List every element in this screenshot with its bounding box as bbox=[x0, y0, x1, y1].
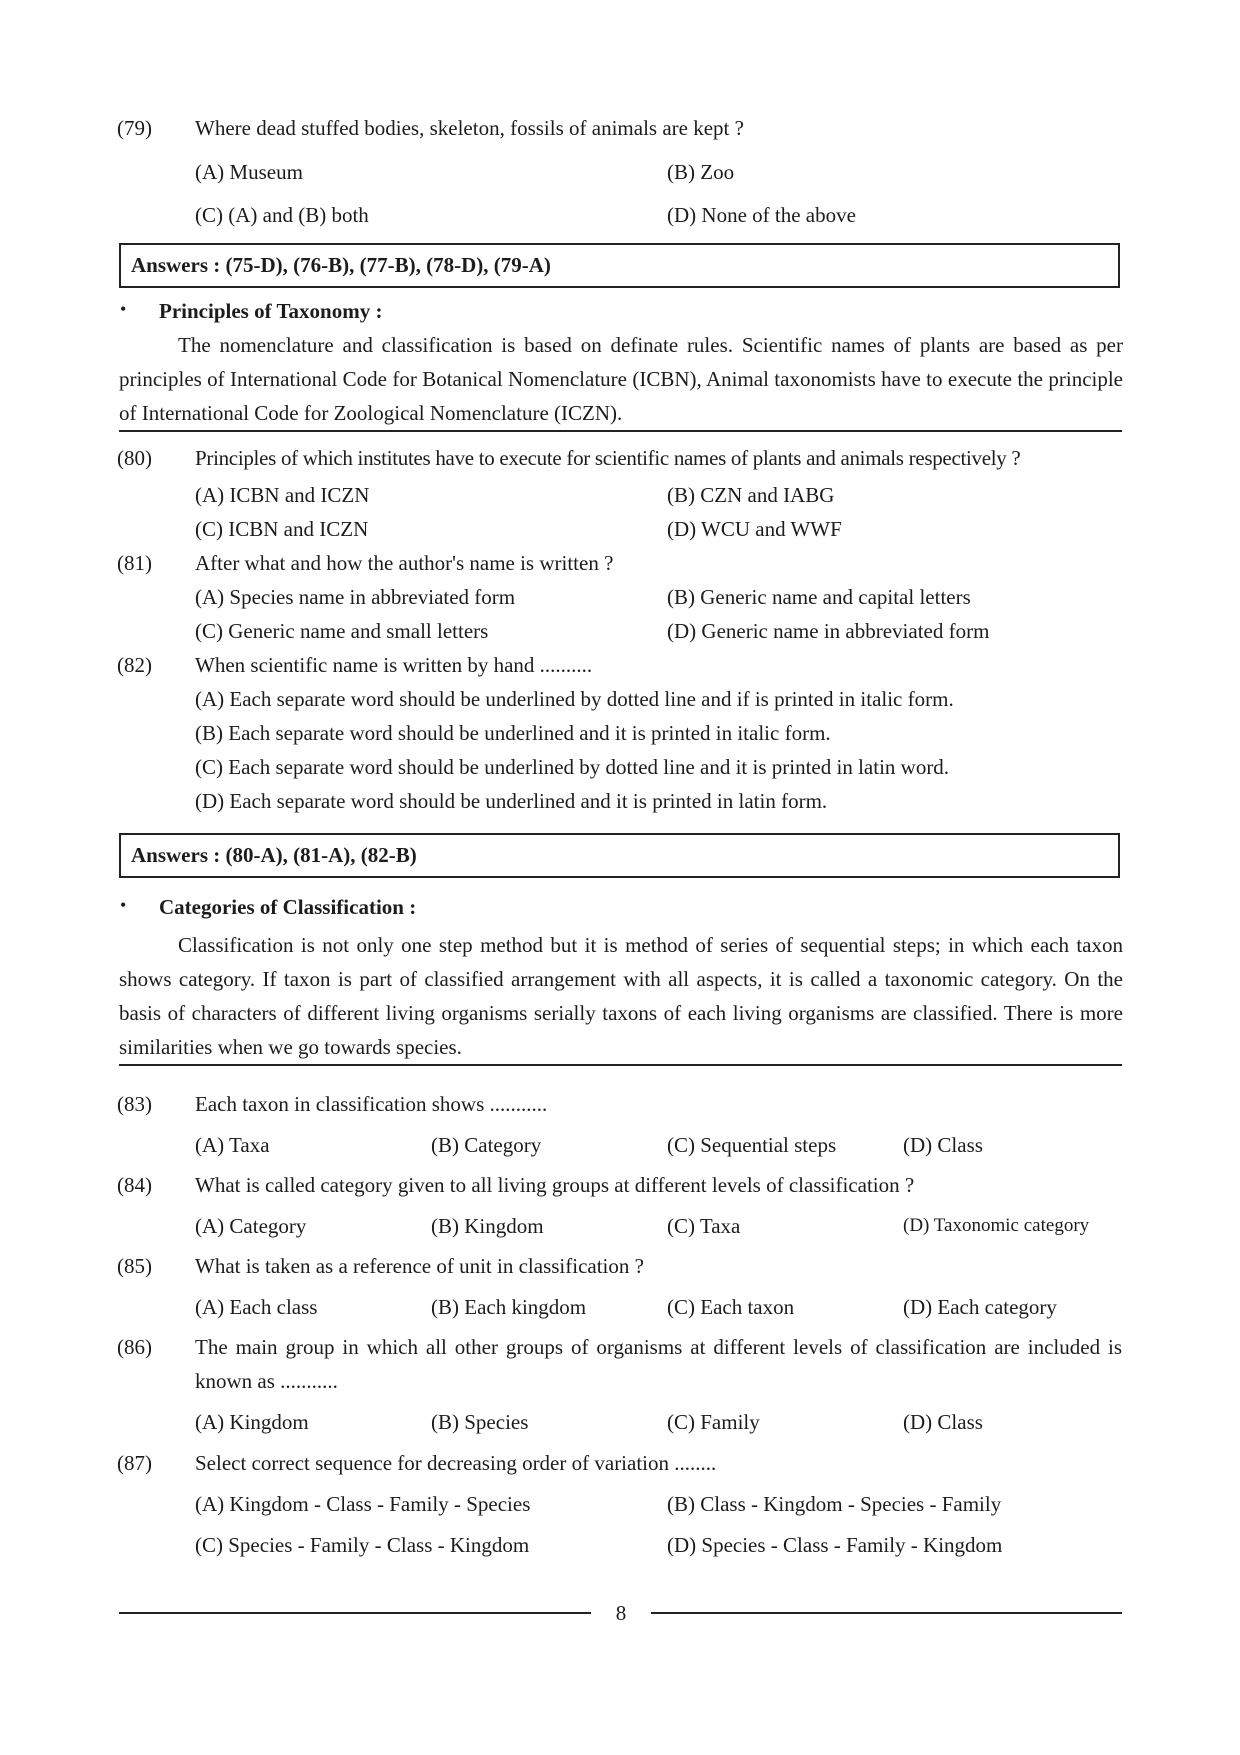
option-b: (B) Zoo bbox=[667, 160, 735, 184]
question-number: (86) bbox=[117, 1335, 152, 1359]
option-d: (D) None of the above bbox=[667, 203, 856, 227]
option-a: (A) Taxa bbox=[195, 1133, 270, 1157]
option-b: (B) Kingdom bbox=[431, 1214, 544, 1238]
question-number: (80) bbox=[117, 446, 152, 470]
option-c: (C) Sequential steps bbox=[667, 1133, 837, 1157]
section-paragraph: Classification is not only one step method but it is method of series of sequential steps; in which each taxon shows category. If taxon is part of classified arrangement with all aspects, it is called a taxonomic category. On the basis of characters of different living organisms serially taxons of each living organisms are classified. There is more similarities when we go towards species. bbox=[119, 933, 1123, 1059]
option-c: (C) Species - Family - Class - Kingdom bbox=[195, 1533, 530, 1557]
answers-box: Answers : (80-A), (81-A), (82-B) bbox=[119, 833, 1120, 878]
section-divider bbox=[119, 1064, 1122, 1066]
option-b: (B) Species bbox=[431, 1410, 529, 1434]
bullet-icon: • bbox=[120, 299, 127, 319]
option-a: (A) Kingdom bbox=[195, 1410, 309, 1434]
option-a: (A) Each separate word should be underlined by dotted line and if is printed in italic form. bbox=[195, 687, 954, 711]
question-number: (79) bbox=[117, 116, 152, 140]
option-b: (B) Each separate word should be underlined and it is printed in italic form. bbox=[195, 721, 831, 745]
question-number: (83) bbox=[117, 1092, 152, 1116]
option-d: (D) Each separate word should be underlined and it is printed in latin form. bbox=[195, 789, 828, 813]
option-d: (D) Class bbox=[903, 1133, 983, 1157]
question-number: (85) bbox=[117, 1254, 152, 1278]
answers-box: Answers : (75-D), (76-B), (77-B), (78-D), (79-A) bbox=[119, 243, 1120, 288]
question-number: (84) bbox=[117, 1173, 152, 1197]
bullet-icon: • bbox=[120, 895, 127, 915]
option-c: (C) Each separate word should be underlined by dotted line and it is printed in latin word. bbox=[195, 755, 950, 779]
option-d: (D) Species - Class - Family - Kingdom bbox=[667, 1533, 1003, 1557]
option-b: (B) Generic name and capital letters bbox=[667, 585, 971, 609]
option-c: (C) Taxa bbox=[667, 1214, 741, 1238]
option-d: (D) WCU and WWF bbox=[667, 517, 842, 541]
option-d: (D) Taxonomic category bbox=[903, 1215, 1090, 1236]
option-d: (D) Each category bbox=[903, 1295, 1057, 1319]
option-c: (C) Family bbox=[667, 1410, 760, 1434]
option-b: (B) CZN and IABG bbox=[667, 483, 835, 507]
question-text: The main group in which all other groups of organisms at different levels of classification are included is known as ........... bbox=[195, 1335, 1122, 1393]
option-a: (A) Each class bbox=[195, 1295, 318, 1319]
question-text: Principles of which institutes have to execute for scientific names of plants and animals respectively ? bbox=[195, 446, 1021, 470]
option-c: (C) Each taxon bbox=[667, 1295, 795, 1319]
option-c: (C) ICBN and ICZN bbox=[195, 517, 369, 541]
option-b: (B) Class - Kingdom - Species - Family bbox=[667, 1492, 1002, 1516]
option-d: (D) Generic name in abbreviated form bbox=[667, 619, 990, 643]
option-c: (C) Generic name and small letters bbox=[195, 619, 489, 643]
footer-rule-right bbox=[651, 1612, 1122, 1614]
question-text: After what and how the author's name is written ? bbox=[195, 551, 614, 575]
option-b: (B) Each kingdom bbox=[431, 1295, 587, 1319]
option-a: (A) Category bbox=[195, 1214, 307, 1238]
section-divider bbox=[119, 430, 1122, 432]
option-a: (A) Kingdom - Class - Family - Species bbox=[195, 1492, 531, 1516]
option-a: (A) ICBN and ICZN bbox=[195, 483, 370, 507]
page-number: 8 bbox=[615, 1601, 627, 1625]
question-text: Each taxon in classification shows ........... bbox=[195, 1092, 548, 1116]
section-heading: Principles of Taxonomy : bbox=[159, 299, 383, 323]
section-paragraph: The nomenclature and classification is based on definate rules. Scientific names of plants are based as per principles of International Code for Botanical Nomenclature (ICBN), Animal taxonomists have to execute the principle of International Code for Zoological Nomenclature (ICZN). bbox=[119, 333, 1123, 425]
option-c: (C) (A) and (B) both bbox=[195, 203, 369, 227]
question-text: What is called category given to all living groups at different levels of classification ? bbox=[195, 1173, 915, 1197]
question-text: What is taken as a reference of unit in classification ? bbox=[195, 1254, 644, 1278]
question-number: (82) bbox=[117, 653, 152, 677]
option-a: (A) Species name in abbreviated form bbox=[195, 585, 516, 609]
option-d: (D) Class bbox=[903, 1410, 983, 1434]
option-a: (A) Museum bbox=[195, 160, 303, 184]
question-number: (81) bbox=[117, 551, 152, 575]
question-text: Select correct sequence for decreasing order of variation ........ bbox=[195, 1451, 717, 1475]
footer-rule-left bbox=[119, 1612, 591, 1614]
question-text: Where dead stuffed bodies, skeleton, fossils of animals are kept ? bbox=[195, 116, 744, 140]
section-heading: Categories of Classification : bbox=[159, 895, 417, 919]
question-text: When scientific name is written by hand .......... bbox=[195, 653, 593, 677]
option-b: (B) Category bbox=[431, 1133, 542, 1157]
question-number: (87) bbox=[117, 1451, 152, 1475]
